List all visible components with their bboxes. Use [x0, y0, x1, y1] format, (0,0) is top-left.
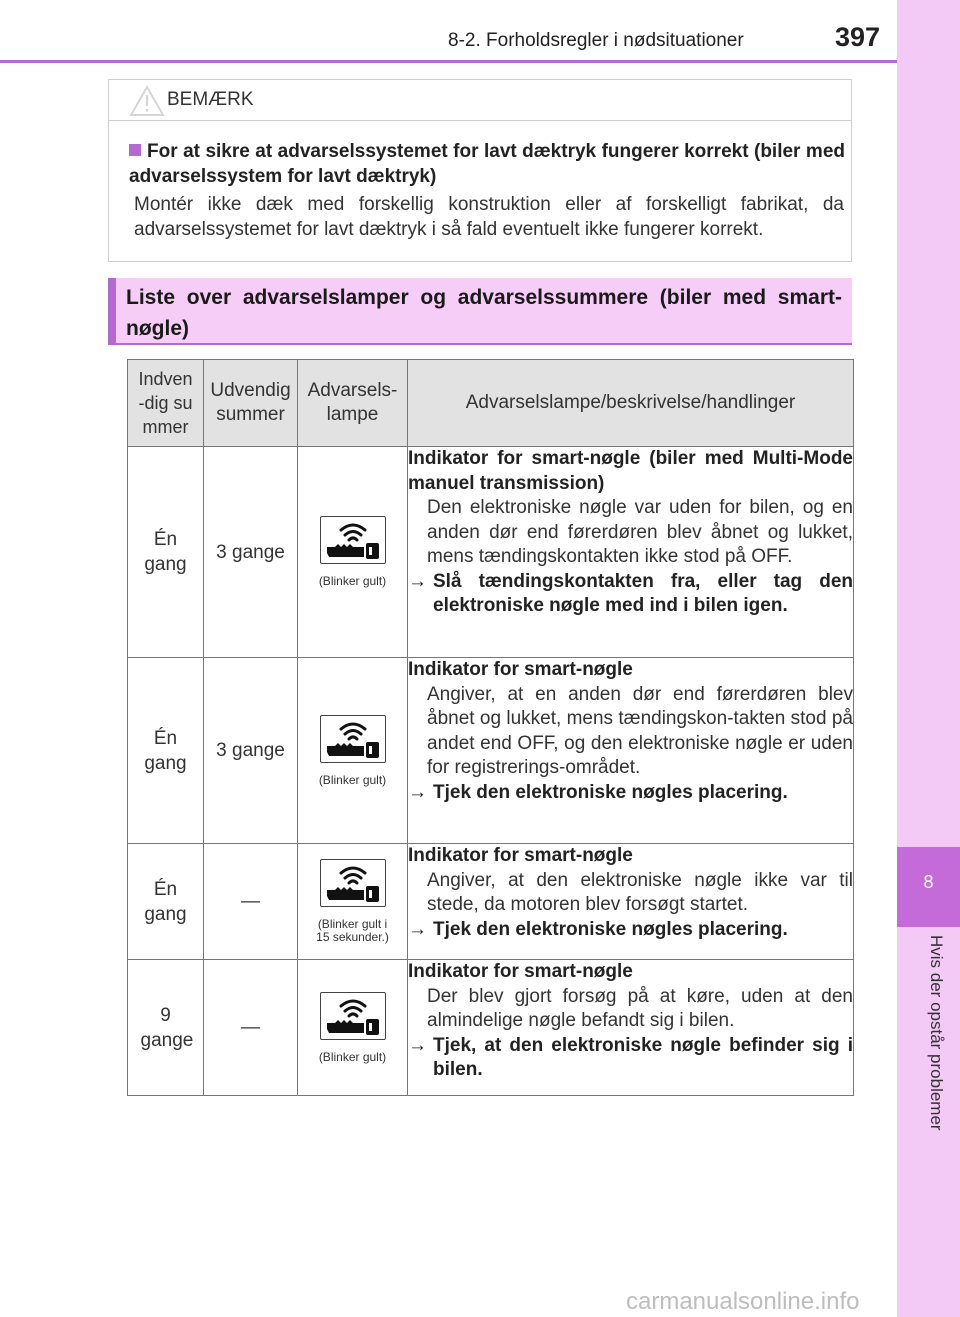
description-cell [408, 447, 854, 658]
table-header-row [128, 360, 854, 447]
indoor-buzzer-cell [128, 658, 204, 844]
section-heading: Liste over advarselslamper og advarselssummere (biler med smart-nøgle) [108, 278, 852, 345]
indicator-action [408, 1034, 853, 1083]
indicator-description: Angiver, at den elektroniske nøgle ikke var til stede, da motoren blev forsøgt startet. [427, 869, 853, 915]
warning-lamp-cell [298, 658, 408, 844]
indicator-action [408, 918, 853, 943]
arrow-icon: → [408, 918, 427, 940]
chapter-title: Hvis der opstår problemer [927, 935, 946, 1131]
smart-key-warning-icon [320, 516, 386, 564]
smart-key-warning-icon [320, 715, 386, 763]
indicator-title: Indikator for smart-nøgle (biler med Multi-Mode manuel transmission) [408, 448, 853, 494]
warning-table [127, 359, 854, 1096]
action-text: Tjek den elektroniske nøgles placering. [433, 781, 788, 803]
description-cell [408, 658, 854, 844]
notice-heading [129, 139, 845, 189]
outdoor-buzzer-value: — [204, 960, 298, 1096]
header-outdoor-buzzer: Udvendig summer [204, 360, 298, 447]
action-text: Slå tændingskontakten fra, eller tag den elektroniske nøgle med ind i bilen igen. [433, 570, 853, 616]
indoor-buzzer-value: 9 gange [140, 1004, 194, 1051]
warning-lamp-cell [298, 447, 408, 658]
indoor-buzzer-cell [128, 960, 204, 1096]
section-header-title: 8-2. Forholdsregler i nødsituationer [448, 30, 744, 51]
indicator-title: Indikator for smart-nøgle [408, 659, 633, 680]
outdoor-buzzer-value: 3 gange [204, 447, 298, 658]
warning-lamp-cell [298, 960, 408, 1096]
outdoor-buzzer-value: — [204, 844, 298, 960]
lamp-caption: (Blinker gult) [318, 1049, 387, 1064]
lamp-caption: (Blinker gult) [318, 574, 387, 588]
lamp-caption: (Blinker gult) [318, 772, 387, 787]
header-warning-lamp: Advarsels-lampe [298, 360, 408, 447]
notice-header [109, 80, 851, 121]
watermark: carmanualsonline.info [626, 1288, 860, 1315]
warning-lamp-cell [298, 844, 408, 960]
indicator-action [408, 781, 853, 806]
header-rule [0, 60, 897, 63]
indicator-title: Indikator for smart-nøgle [408, 845, 633, 866]
notice-body: Montér ikke dæk med forskellig konstruktion eller af forskelligt fabrikat, da advarselssystemet for lavt dæktryk i så fald eventuelt ikke fungerer korrekt. [134, 194, 844, 240]
indicator-description: Den elektroniske nøgle var uden for bilen, og en anden dør end førerdøren blev åbnet og lukket, mens tændingskontakten ikke stod på OFF. [427, 497, 853, 567]
warning-triangle-icon [129, 85, 165, 117]
header-indoor-buzzer: Indven-dig summer [128, 360, 204, 447]
action-text: Tjek den elektroniske nøgles placering. [433, 918, 788, 940]
outdoor-buzzer-value: 3 gange [204, 658, 298, 844]
page-number: 397 [835, 22, 881, 52]
indoor-buzzer-value: Én gang [144, 727, 187, 774]
arrow-icon: → [408, 570, 427, 592]
indoor-buzzer-value: Én gang [144, 529, 187, 575]
indicator-description: Der blev gjort forsøg på at køre, uden at den almindelige nøgle befandt sig i bilen. [427, 985, 853, 1031]
indicator-title: Indikator for smart-nøgle [408, 961, 633, 982]
lamp-caption: (Blinker gult i 15 sekunder.) [316, 917, 389, 944]
indoor-buzzer-cell [128, 447, 204, 658]
indoor-buzzer-cell [128, 844, 204, 960]
description-cell [408, 960, 854, 1096]
action-text: Tjek, at den elektroniske nøgle befinder sig i bilen. [433, 1034, 853, 1080]
table-row [128, 447, 854, 658]
arrow-icon: → [408, 1034, 427, 1056]
notice-box [108, 79, 852, 262]
smart-key-warning-icon [320, 859, 386, 907]
header-description: Advarselslampe/beskrivelse/handlinger [408, 360, 854, 447]
square-bullet-icon [129, 144, 141, 156]
smart-key-warning-icon [320, 992, 386, 1040]
table-row [128, 844, 854, 960]
table-row [128, 960, 854, 1096]
indoor-buzzer-value: Én gang [144, 878, 187, 925]
table-row [128, 658, 854, 844]
indicator-description: Angiver, at en anden dør end førerdøren blev åbnet og lukket, mens tændingskon-takten stod på andet end OFF, og den elektroniske nøgle er uden for registrerings-området. [427, 683, 853, 778]
notice-heading-text: For at sikre at advarselssystemet for lavt dæktryk fungerer korrekt (biler med advarselssystem for lavt dæktryk) [129, 141, 845, 187]
description-cell [408, 844, 854, 960]
notice-label: BEMÆRK [167, 89, 254, 110]
arrow-icon: → [408, 781, 427, 803]
chapter-number-tab[interactable]: 8 [897, 847, 960, 927]
indicator-action [408, 570, 853, 619]
